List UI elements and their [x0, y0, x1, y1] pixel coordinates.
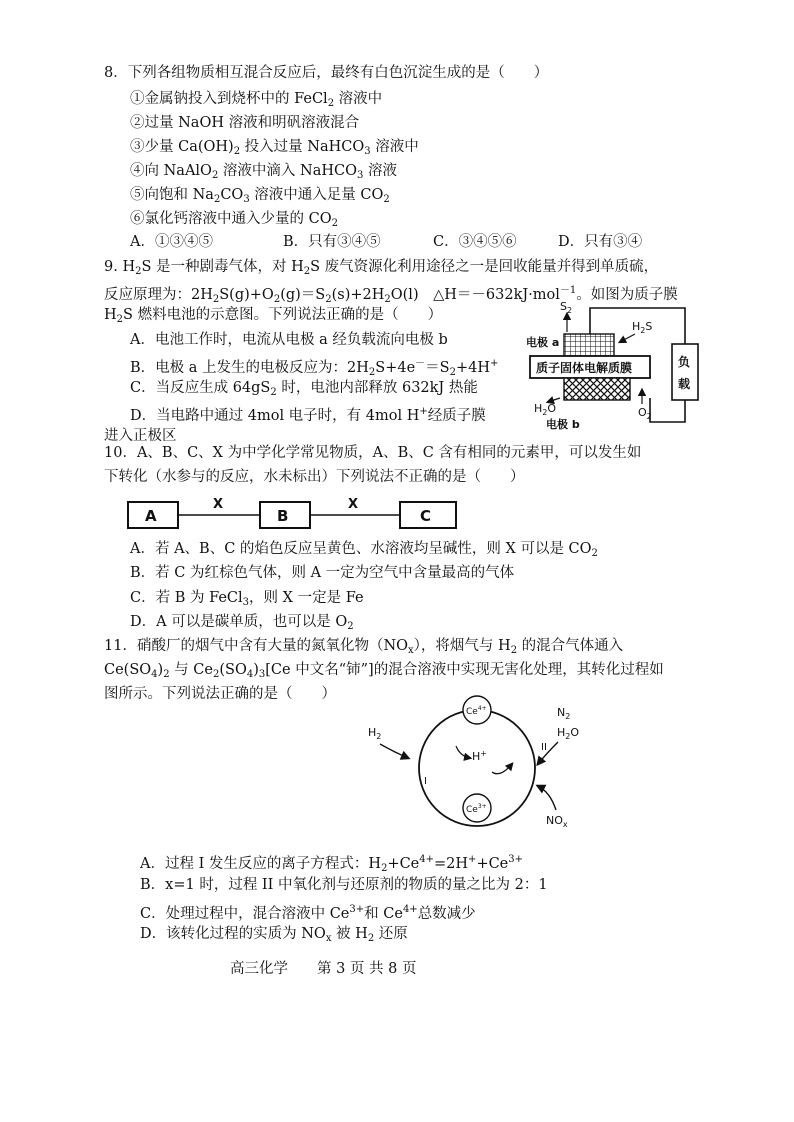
q9-option-d: D．当电路中通过 4mol 电子时，有 4mol H+经质子膜: [130, 406, 486, 424]
q8-choice-c: C．③④⑤⑥: [433, 234, 517, 250]
q9-option-d-cont: 进入正极区: [104, 428, 177, 444]
n2-label: $N_2$: [557, 706, 571, 721]
q10-conversion-diagram: [128, 496, 468, 532]
q9-stem-line3: $H_2S$ 燃料电池的示意图。下列说法正确的是（ ）: [104, 307, 443, 325]
q10-option-d: D．A 可以是碳单质，也可以是 $O_2$: [130, 614, 354, 632]
h2o-label: $H_2O$: [534, 402, 557, 417]
q11-option-a: A．过程 I 发生反应的离子方程式：$H_2+Ce^{4+}=2H^++Ce^{3+}$: [140, 854, 524, 874]
q8-option-3: ③少量 $Ca(OH)_2$ 投入过量 NaHCO$_3$ 溶液中: [130, 139, 419, 157]
page-footer: 高三化学 第 3 页 共 8 页: [230, 961, 417, 977]
q11-stem-line1: 11．硝酸厂的烟气中含有大量的氮氧化物$(NO_x)$，将烟气与 $H_2$ 的混合气体通入: [104, 638, 624, 656]
q9-option-c: C．当反应生成 $64gS_2$ 时，电池内部释放 632kJ 热能: [130, 380, 478, 398]
q10-option-a: A．若 A、B、C 的焰色反应呈黄色、水溶液均呈碱性，则 X 可以是 $CO_2$: [130, 541, 598, 559]
q11-stem-line3: 图所示。下列说法正确的是（ ）: [104, 686, 336, 702]
q8-choice-a: A．①③④⑤: [130, 234, 213, 250]
q8-stem: 8．下列各组物质相互混合反应后，最终有白色沉淀生成的是（ ）: [104, 65, 549, 81]
inner-arrow: [456, 746, 470, 758]
q9-fuel-cell-diagram: [520, 296, 720, 436]
nox-arrow: [538, 786, 556, 810]
q9-stem-line1: 9. $H_2S$ 是一种剧毒气体，对 $H_2S$ 废气资源化利用途径之一是回收能量并得到单质硫，: [104, 259, 659, 277]
ce4-label: $Ce^{4+}$: [466, 705, 487, 717]
q8-option-6: ⑥氯化钙溶液中通入少量的 $CO_2$: [130, 211, 338, 229]
box-b-label: B: [277, 507, 289, 525]
q11-stem-line2: $Ce(SO_4)_2$ 与 $Ce_2(SO_4)_3[Ce$ 中文名“铈”]的混合溶液中实现无害化处理，其转化过程如: [104, 662, 664, 680]
membrane-label: 质子固体电解质膜: [536, 361, 633, 375]
q8-option-1: ①金属钠投入到烧杯中的 FeCl$_2$ 溶液中: [130, 91, 383, 109]
q8-option-2: ②过量 NaOH 溶液和明矾溶液混合: [130, 115, 360, 131]
load-label-1: 负: [678, 355, 691, 369]
electrode-b: [564, 378, 630, 400]
q10-option-c: C．若 B 为 FeCl$_3$，则 X 一定是 Fe: [130, 590, 364, 608]
nox-label: $NO_x$: [546, 814, 568, 829]
h2o-label: $H_2O$: [557, 726, 580, 741]
h2-arrow: [380, 744, 408, 758]
o2-label: $O_2$: [638, 406, 652, 421]
electrode-a-label: 电极 a: [526, 336, 560, 349]
q9-stem-line2: 反应原理为：$2H_2S(g)+O_2(g)=S_2(s)+2H_2O(l)$ △H＝－632kJ·mol$^{-1}$。如图为质子膜: [104, 285, 678, 305]
h2s-label: $H_2S$: [632, 320, 653, 335]
q8-choice-d: D．只有③④: [558, 234, 643, 250]
box-c-label: C: [420, 507, 432, 525]
h2s-arrow: [620, 334, 635, 342]
electrode-b-label: 电极 b: [546, 418, 580, 431]
q8-choice-b: B．只有③④⑤: [283, 234, 381, 250]
q11-option-b: B．x=1 时，过程 II 中氧化剂与还原剂的物质的量之比为 2：1: [140, 877, 548, 893]
load-box: [672, 344, 698, 400]
ce3-label: $Ce^{3+}$: [466, 803, 487, 815]
box-a-label: A: [145, 507, 157, 525]
q11-option-c: C．处理过程中，混合溶液中 $Ce^{3+}$和 $Ce^{4+}$总数减少: [140, 904, 476, 922]
arrow-a-b-label: X: [213, 497, 224, 512]
arrow-b-c-label: X: [348, 497, 359, 512]
inner-arrow-2: [492, 764, 512, 774]
circuit-wire-bottom: [650, 398, 685, 422]
q10-stem-line1: 10．A、B、C、X 为中学化学常见物质，A、B、C 含有相同的元素甲，可以发生如: [104, 445, 642, 461]
step-1-label: I: [424, 776, 427, 787]
q11-option-d: D．该转化过程的实质为 $NO_x$ 被 $H_2$ 还原: [140, 926, 408, 944]
q9-option-a: A．电池工作时，电流从电极 a 经负载流向电极 b: [130, 332, 448, 348]
q10-option-b: B．若 C 为红棕色气体，则 A 一定为空气中含量最高的气体: [130, 565, 515, 581]
h2-label: $H_2$: [368, 726, 382, 741]
q10-stem-line2: 下转化（水参与的反应，水未标出）下列说法不正确的是（ ）: [104, 469, 525, 485]
s2-label: $S_2$: [560, 300, 573, 315]
q8-option-5: ⑤向饱和 $Na_2CO_3$ 溶液中通入足量 $CO_2$: [130, 187, 390, 205]
step-2-label: II: [541, 742, 547, 753]
load-label-2: 载: [678, 377, 691, 391]
electrode-a: [564, 334, 614, 356]
q8-option-4: ④向 NaAlO$_2$ 溶液中滴入 NaHCO$_3$ 溶液: [130, 163, 397, 181]
q9-option-b: B．电极 a 上发生的电极反应为：$2H_2S+4e^-=S_2+4H^+$: [130, 358, 499, 378]
hplus-label: H+: [472, 749, 487, 763]
q11-cycle-diagram: [360, 692, 620, 832]
